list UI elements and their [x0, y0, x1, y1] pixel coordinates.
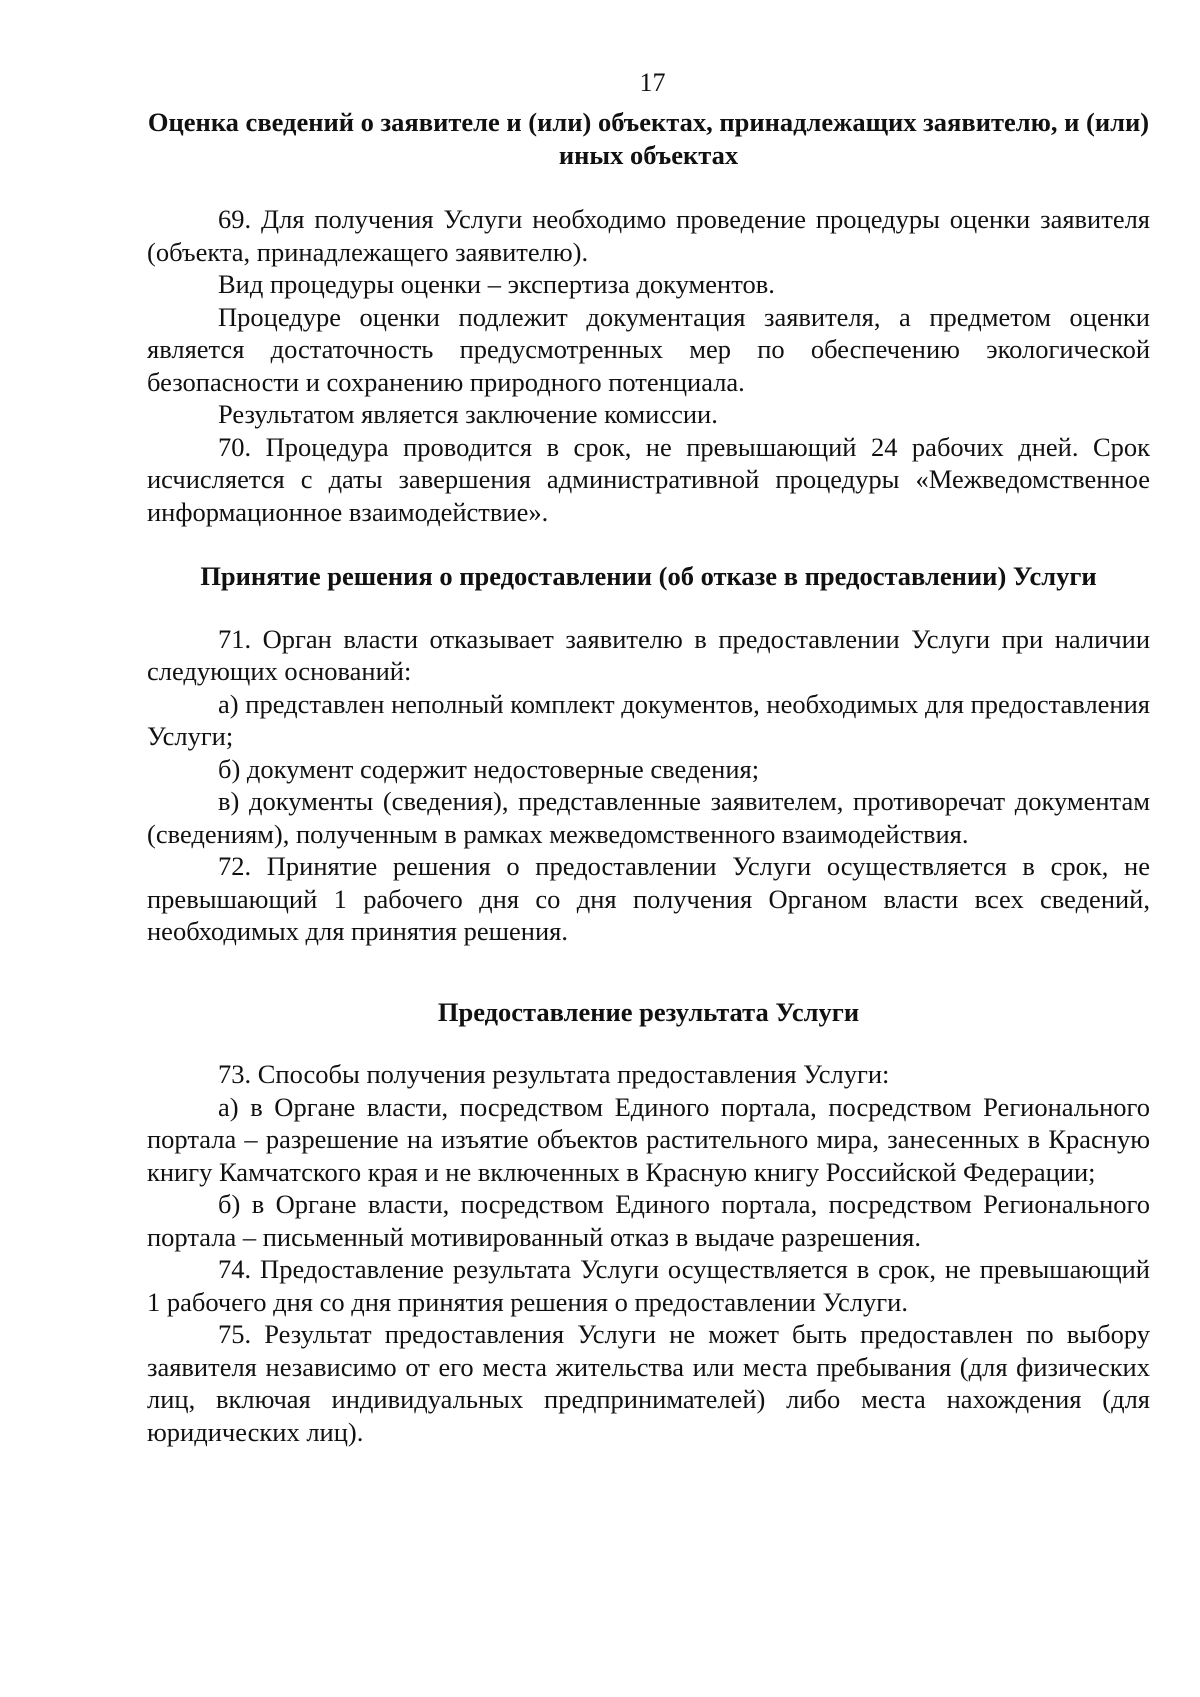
paragraph: б) документ содержит недостоверные сведения; — [218, 753, 760, 784]
paragraph: а) в Органе власти, посредством Единого портала, посредством Регионального портала – разрешение на изъятие объектов растительного мира, занесенных в Красную книгу Камчатского края и не включенных в Красную книгу Российской Федерации; — [147, 1091, 1150, 1187]
paragraph: Результатом является заключение комиссии. — [218, 399, 718, 429]
paragraph: 73. Способы получения результата предоставления Услуги: — [218, 1059, 890, 1089]
section-heading-decision: Принятие решения о предоставлении (об отказе в предоставлении) Услуги — [200, 561, 1097, 591]
paragraph: б) в Органе власти, посредством Единого портала, посредством Регионального портала – письменный мотивированный отказ в выдаче разрешения. — [147, 1189, 1150, 1252]
paragraph: 74. Предоставление результата Услуги осуществляется в срок, не превышающий 1 рабочего дня со дня принятия решения о предоставлении Услуги. — [147, 1254, 1150, 1317]
section-heading-result-delivery: Предоставление результата Услуги — [437, 996, 860, 1027]
paragraph: 75. Результат предоставления Услуги не может быть предоставлен по выбору заявителя независимо от его места жительства или места пребывания (для физических лиц, включая индивидуальных предпринимателей) либо места нахождения (для юридических лиц). — [147, 1319, 1150, 1447]
paragraph: 69. Для получения Услуги необходимо проведение процедуры оценки заявителя (объекта, принадлежащего заявителю). — [147, 204, 1150, 267]
paragraph: а) представлен неполный комплект документов, необходимых для предоставления Услуги; — [147, 688, 1150, 751]
document-page — [147, 66, 1150, 1448]
paragraph: Процедуре оценки подлежит документация заявителя, а предметом оценки является достаточность предусмотренных мер по обеспечению экологической безопасности и сохранению природного потенциала. — [147, 301, 1150, 397]
section-body-result-delivery — [147, 1058, 1150, 1448]
paragraph: 70. Процедура проводится в срок, не превышающий 24 рабочих дней. Срок исчисляется с даты завершения административной процедуры «Межведомственное информационное взаимодействие». — [147, 431, 1150, 527]
paragraph: в) документы (сведения), представленные заявителем, противоречат документам (сведениям), полученным в рамках межведомственного взаимодействия. — [147, 786, 1150, 849]
section-body-applicant-assessment — [147, 203, 1150, 528]
section-heading-applicant-assessment: Оценка сведений о заявителе и (или) объектах, принадлежащих заявителю, и (или) иных объектах — [147, 107, 1150, 170]
paragraph: 71. Орган власти отказывает заявителю в предоставлении Услуги при наличии следующих оснований: — [147, 623, 1150, 686]
section-body-decision — [147, 623, 1150, 948]
paragraph: 72. Принятие решения о предоставлении Услуги осуществляется в срок, не превышающий 1 рабочего дня со дня получения Органом власти всех сведений, необходимых для принятия решения. — [147, 851, 1150, 946]
page-number: 17 — [639, 68, 666, 97]
paragraph: Вид процедуры оценки – экспертиза документов. — [218, 269, 775, 299]
